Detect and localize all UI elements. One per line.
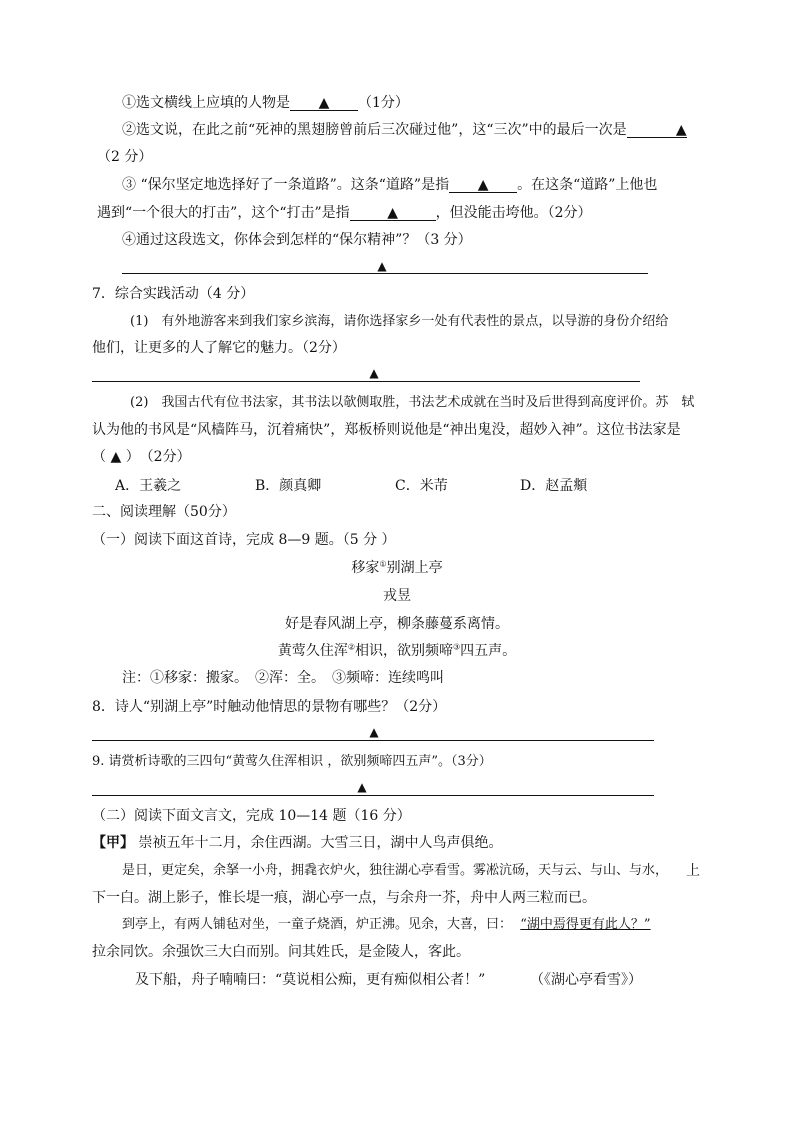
- poem-line-2a: 黄莺久住浑: [277, 643, 348, 659]
- jia-line-5: 拉余同饮。余强饮三大白而别。问其姓氏，是金陵人，客此。: [92, 944, 470, 960]
- answer-line[interactable]: [92, 795, 654, 796]
- poem-title: [0, 558, 794, 578]
- section-heading: 二、阅读理解（50分）: [92, 504, 236, 520]
- q6-sub3-text: ③ “保尔坚定地选择好了一条道路”。这条“道路”是指: [122, 177, 450, 193]
- option-b[interactable]: B．颜真卿: [255, 478, 322, 494]
- poem-title-b: 别湖上亭: [386, 560, 443, 576]
- answer-marker: ▲: [369, 725, 379, 739]
- q7-sub2-text-b: 认为他的书风是“风樯阵马，沉着痛快”，郑板桥则说他是“神出鬼没，超妙入神”。这位书法家是: [92, 422, 681, 438]
- poem-line-2c: 四五声。: [460, 643, 517, 659]
- q7-sub2-text: (2) 我国古代有位书法家，其书法以欹侧取胜，书法艺术成就在当时及后世得到高度评价。苏 轼: [130, 395, 695, 410]
- q6-sub1-score: （1分）: [358, 95, 409, 111]
- answer-line[interactable]: [92, 740, 654, 741]
- jia-label: 【甲】: [92, 835, 134, 851]
- answer-line[interactable]: [92, 381, 640, 382]
- q6-sub2-text: ②选文说，在此之前“死神的黑翅膀曾前后三次碰过他”，这“三次”中的最后一次是: [122, 122, 627, 138]
- option-c[interactable]: C．米芾: [395, 478, 448, 494]
- paren-close-score: ） （2分）: [125, 449, 191, 465]
- q6-sub2-score: （2 分）: [97, 149, 153, 165]
- answer-marker: ▲: [377, 259, 387, 273]
- q6-sub1: [122, 93, 409, 113]
- option-a[interactable]: A．王羲之: [115, 478, 182, 494]
- answer-marker: ▲: [675, 122, 687, 138]
- footnote-mark: ②: [347, 642, 355, 652]
- underlined-quote: “湖中焉得更有此人？”: [520, 917, 651, 932]
- footnote-mark: ③: [453, 642, 461, 652]
- q7-sub2-answer: [92, 447, 191, 467]
- answer-marker: ▲: [387, 205, 399, 221]
- poem-line-2: [0, 641, 794, 661]
- answer-line[interactable]: [122, 273, 648, 274]
- q6-sub3-line1: [122, 175, 657, 195]
- jia-line-2: 是日，更定矣，余拏一小舟，拥毳衣炉火，独往湖心亭看雪。雾凇沆砀，天与云、与山、与水，: [122, 863, 669, 878]
- jia-line-4: [122, 915, 651, 935]
- answer-blank[interactable]: [350, 204, 436, 221]
- answer-marker[interactable]: ▲: [110, 449, 122, 465]
- poem-line: 好是春风湖上亭，柳条藤蔓系离情。: [285, 616, 509, 632]
- answer-blank[interactable]: [627, 121, 687, 138]
- jia-text-4: 到亭上，有两人铺毡对坐，一童子烧酒，炉正沸。见余，大喜，曰：: [122, 917, 513, 932]
- q8: 8．诗人“别湖上亭”时触动他情思的景物有哪些？（2分）: [92, 699, 447, 715]
- q6-sub3-text-b: 。在这条“道路”上他也: [517, 177, 658, 193]
- q6-sub3-line2: [97, 203, 592, 223]
- q7-sub1-text-b: 他们，让更多的人了解它的魅力。（2分）: [92, 340, 346, 356]
- answer-marker: ▲: [369, 366, 379, 380]
- q6-sub3-text-c: 遇到“一个很大的打击”，这个“打击”是指: [97, 205, 350, 221]
- q7-title: 7．综合实践活动（4 分）: [92, 286, 255, 302]
- jia-line-3: 下一白。湖上影子，惟长堤一痕，湖心亭一点，与余舟一芥，舟中人两三粒而已。: [92, 890, 596, 906]
- subsection-heading: （一）阅读下面这首诗，完成 8—9 题。（5 分 ）: [92, 532, 396, 548]
- jia-text: 崇祯五年十二月，余住西湖。大雪三日，湖中人鸟声俱绝。: [138, 835, 503, 851]
- q7-sub1-text: (1) 有外地游客来到我们家乡滨海，请你选择家乡一处有代表性的景点，以导游的身份介绍给: [130, 314, 669, 329]
- q6-sub1-text: ①选文横线上应填的人物是: [122, 95, 290, 111]
- jia-line-1: [92, 833, 502, 853]
- jia-line-6: 及下船，舟子喃喃曰：“莫说相公痴，更有痴似相公者！”: [135, 972, 486, 988]
- poem-author: 戎昱: [383, 588, 411, 604]
- q6-sub3-text-d: ，但没能击垮他。（2分）: [435, 205, 592, 221]
- q6-sub4: ④通过这段选文，你体会到怎样的“保尔精神”？（3 分）: [122, 232, 472, 248]
- poem-notes: 注：①移家：搬家。 ②浑：全。 ③频啼：连续鸣叫: [122, 670, 444, 686]
- answer-marker: ▲: [318, 95, 330, 111]
- answer-blank[interactable]: [449, 176, 517, 193]
- jia-source: （《湖心亭看雪》）: [530, 972, 642, 988]
- jia-line-2-end: 上: [686, 863, 700, 879]
- answer-marker: ▲: [357, 780, 367, 794]
- answer-marker: ▲: [477, 177, 489, 193]
- footnote-mark: ①: [379, 559, 387, 569]
- q9: 9. 请赏析诗歌的三四句“黄莺久住浑相识 ，欲别频啼四五声”。（3分）: [92, 754, 492, 769]
- poem-line-2b: 相识，欲别频啼: [355, 643, 453, 659]
- answer-blank[interactable]: [290, 94, 358, 111]
- option-d[interactable]: D．赵孟頫: [520, 478, 588, 494]
- subsection-heading: （二）阅读下面文言文，完成 10—14 题（16 分）: [92, 808, 411, 824]
- q6-sub2: [122, 120, 687, 140]
- paren-open: （: [92, 449, 106, 465]
- poem-title-a: 移家: [351, 560, 380, 576]
